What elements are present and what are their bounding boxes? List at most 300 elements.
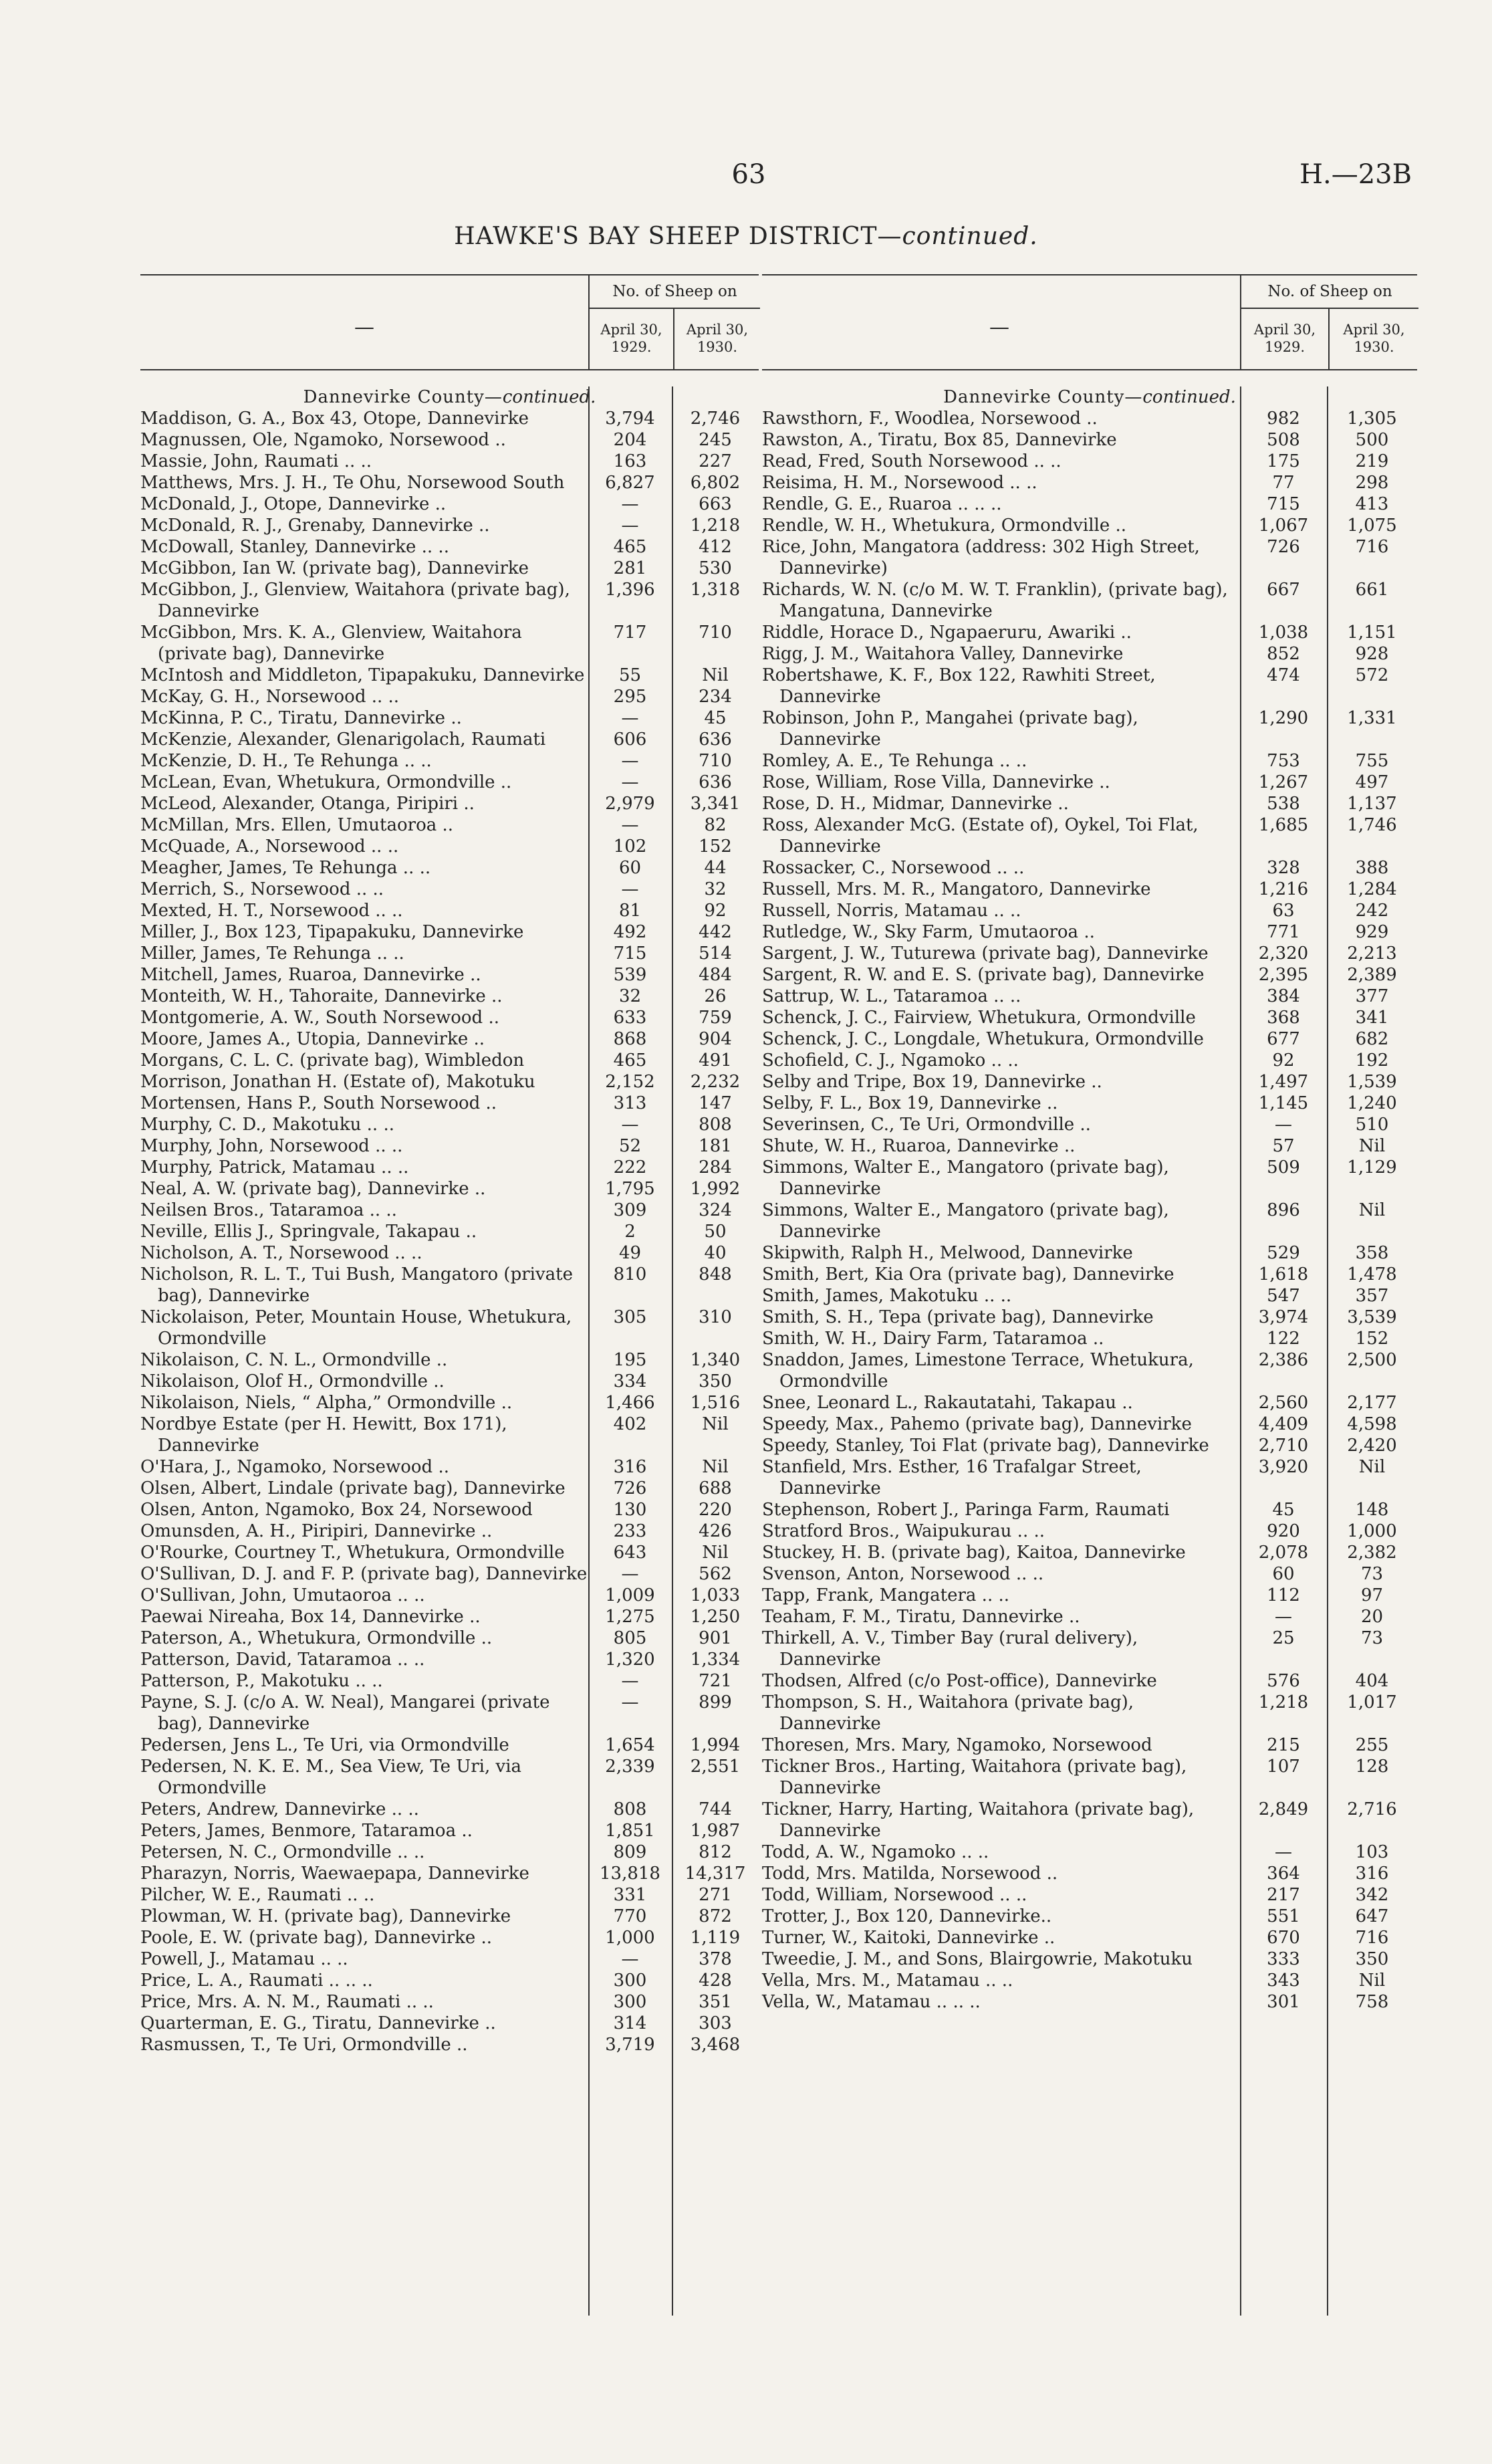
table-row bbox=[762, 772, 1417, 793]
table-row bbox=[140, 1799, 759, 1820]
section-name: Dannevirke County— bbox=[303, 387, 503, 407]
owner-name-address: Rice, John, Mangatora (address: 302 High Street, Dannevirke) bbox=[762, 537, 1200, 578]
owner-name-address: Merrich, S., Norsewood .. .. bbox=[140, 879, 384, 899]
table-row bbox=[140, 1007, 759, 1028]
sheep-count-1929: 677 bbox=[1267, 1029, 1300, 1049]
owner-name-address: Vella, Mrs. M., Matamau .. .. bbox=[762, 1971, 1013, 1991]
sheep-count-1930: 663 bbox=[699, 494, 732, 514]
owner-name-address: Meagher, James, Te Rehunga .. .. bbox=[140, 858, 431, 878]
table-row bbox=[762, 1756, 1417, 1799]
sheep-count-1929: 753 bbox=[1267, 751, 1300, 771]
sheep-count-1929: 770 bbox=[613, 1906, 647, 1926]
table-row bbox=[140, 1050, 759, 1071]
owner-name-address: Stephenson, Robert J., Paringa Farm, Raumati bbox=[762, 1500, 1170, 1520]
sheep-count-1929: 281 bbox=[613, 558, 647, 578]
owner-name-address: Schenck, J. C., Longdale, Whetukura, Ormondville bbox=[762, 1029, 1204, 1049]
sheep-count-1930: 2,551 bbox=[690, 1757, 741, 1777]
owner-name-address: Sattrup, W. L., Tataramoa .. .. bbox=[762, 986, 1021, 1006]
owner-name-address: Selby, F. L., Box 19, Dannevirke .. bbox=[762, 1093, 1058, 1113]
sheep-count-1930: 316 bbox=[1355, 1864, 1389, 1884]
sheep-count-header: No. of Sheep on bbox=[590, 275, 760, 309]
owner-name-address: Moore, James A., Utopia, Dannevirke .. bbox=[140, 1029, 485, 1049]
table-row bbox=[140, 1692, 759, 1734]
owner-name-address: McKinna, P. C., Tiratu, Dannevirke .. bbox=[140, 708, 462, 728]
owner-name-address: McLeod, Alexander, Otanga, Piripiri .. bbox=[140, 794, 475, 814]
sheep-count-1930: 1,075 bbox=[1347, 516, 1397, 536]
table-row bbox=[762, 1970, 1417, 1991]
sheep-count-1929: — bbox=[621, 815, 639, 835]
table-row bbox=[762, 643, 1417, 665]
sheep-count-1930: 484 bbox=[699, 965, 732, 985]
table-row bbox=[140, 1585, 759, 1606]
table-row bbox=[140, 1734, 759, 1756]
sheep-count-1930: 271 bbox=[699, 1885, 732, 1905]
sheep-count-header-group bbox=[588, 275, 760, 369]
table-row bbox=[140, 1756, 759, 1799]
table-row bbox=[762, 1200, 1417, 1242]
sheep-count-1929: 3,794 bbox=[605, 409, 655, 429]
owner-name-address: Paterson, A., Whetukura, Ormondville .. bbox=[140, 1628, 493, 1648]
table-row bbox=[140, 558, 759, 579]
sheep-count-1930: 647 bbox=[1355, 1906, 1389, 1926]
sheep-count-1930: 234 bbox=[699, 687, 732, 707]
sheep-count-1929: 2,710 bbox=[1258, 1436, 1309, 1456]
table-row bbox=[762, 1499, 1417, 1521]
sheep-count-header-group bbox=[1240, 275, 1418, 369]
sheep-count-header: No. of Sheep on bbox=[1241, 275, 1418, 309]
sheep-count-1930: 710 bbox=[699, 623, 732, 643]
table-row bbox=[762, 1264, 1417, 1285]
sheep-count-1930: 500 bbox=[1355, 430, 1389, 450]
table-row bbox=[762, 1093, 1417, 1114]
sheep-count-1929: 920 bbox=[1267, 1521, 1300, 1541]
sheep-count-1930: Nil bbox=[1358, 1971, 1386, 1991]
sheep-count-1930: 1,340 bbox=[690, 1350, 741, 1370]
owner-name-address: Massie, John, Raumati .. .. bbox=[140, 451, 372, 471]
owner-name-address: Teaham, F. M., Tiratu, Dannevirke .. bbox=[762, 1607, 1080, 1627]
owner-name-address: Price, L. A., Raumati .. .. .. bbox=[140, 1971, 373, 1991]
sheep-count-1929: 808 bbox=[613, 1799, 647, 1819]
sheep-count-1930: Nil bbox=[1358, 1200, 1386, 1220]
table-row bbox=[762, 1884, 1417, 1906]
owner-name-address: McMillan, Mrs. Ellen, Umutaoroa .. bbox=[140, 815, 454, 835]
section-heading bbox=[140, 386, 759, 408]
sheep-count-1930: 14,317 bbox=[685, 1864, 746, 1884]
sheep-count-1930: 744 bbox=[699, 1799, 732, 1819]
sheep-count-1929: 333 bbox=[1267, 1949, 1300, 1969]
table-row bbox=[762, 472, 1417, 493]
table-row bbox=[140, 665, 759, 686]
table-row bbox=[140, 1307, 759, 1349]
table-row bbox=[140, 1414, 759, 1456]
sheep-count-1929: 300 bbox=[613, 1992, 647, 2012]
sheep-count-1930: Nil bbox=[702, 1414, 729, 1434]
sheep-count-1929: 6,827 bbox=[605, 473, 655, 493]
sheep-count-1929: 204 bbox=[613, 430, 647, 450]
sheep-count-1930: 497 bbox=[1355, 772, 1389, 792]
table-row bbox=[762, 1542, 1417, 1563]
title-continued: continued. bbox=[902, 223, 1038, 250]
right-table-body bbox=[762, 386, 1417, 2013]
owner-name-address: Rose, D. H., Midmar, Dannevirke .. bbox=[762, 794, 1069, 814]
sheep-count-1930: 812 bbox=[699, 1842, 732, 1862]
owner-name-address: Paewai Nireaha, Box 14, Dannevirke .. bbox=[140, 1607, 481, 1627]
sheep-count-1929: 670 bbox=[1267, 1928, 1300, 1948]
sheep-count-1929: 195 bbox=[613, 1350, 647, 1370]
owner-name-address: Nikolaison, C. N. L., Ormondville .. bbox=[140, 1350, 448, 1370]
owner-name-address: Trotter, J., Box 120, Dannevirke.. bbox=[762, 1906, 1052, 1926]
section-heading bbox=[762, 386, 1417, 408]
sheep-count-1930: 45 bbox=[704, 708, 727, 728]
sheep-count-1930: 342 bbox=[1355, 1885, 1389, 1905]
sheep-count-1930: 26 bbox=[704, 986, 727, 1006]
sheep-count-1930: 929 bbox=[1355, 922, 1389, 942]
table-row bbox=[140, 1991, 759, 2013]
sheep-count-1929: 465 bbox=[613, 1050, 647, 1071]
sheep-count-1930: 404 bbox=[1355, 1671, 1389, 1691]
sheep-count-1929: — bbox=[621, 1564, 639, 1584]
table-row bbox=[140, 1670, 759, 1692]
sheep-count-1930: 1,250 bbox=[690, 1607, 741, 1627]
sheep-count-1930: 152 bbox=[699, 836, 732, 857]
owner-name-address: Todd, Mrs. Matilda, Norsewood .. bbox=[762, 1864, 1058, 1884]
owner-name-address: Nordbye Estate (per H. Hewitt, Box 171), Dannevirke bbox=[140, 1414, 507, 1456]
sheep-count-1929: 107 bbox=[1267, 1757, 1300, 1777]
owner-name-address: Magnussen, Ole, Ngamoko, Norsewood .. bbox=[140, 430, 506, 450]
sheep-count-1930: 872 bbox=[699, 1906, 732, 1926]
sheep-count-1930: 148 bbox=[1355, 1500, 1389, 1520]
owner-name-address: Patterson, P., Makotuku .. .. bbox=[140, 1671, 383, 1691]
sheep-count-1930: 848 bbox=[699, 1264, 732, 1284]
owner-name-address: Todd, A. W., Ngamoko .. .. bbox=[762, 1842, 989, 1862]
owner-name-address: Morrison, Jonathan H. (Estate of), Makotuku bbox=[140, 1072, 535, 1092]
table-row bbox=[140, 1948, 759, 1970]
table-row bbox=[762, 964, 1417, 986]
sheep-count-1930: 904 bbox=[699, 1029, 732, 1049]
owner-name-address: Pharazyn, Norris, Waewaepapa, Dannevirke bbox=[140, 1864, 529, 1884]
table-row bbox=[140, 408, 759, 429]
name-column-header: — bbox=[354, 316, 374, 339]
sheep-count-1930: 50 bbox=[704, 1222, 727, 1242]
owner-name-address: Poole, E. W. (private bag), Dannevirke .. bbox=[140, 1928, 493, 1948]
sheep-count-1929: 1,267 bbox=[1258, 772, 1309, 792]
sheep-count-1929: 60 bbox=[1272, 1564, 1295, 1584]
sheep-count-1930: 298 bbox=[1355, 473, 1389, 493]
sheep-count-1929: 60 bbox=[618, 858, 642, 878]
sheep-count-1930: 759 bbox=[699, 1008, 732, 1028]
table-row bbox=[762, 1991, 1417, 2013]
owner-name-address: McKenzie, Alexander, Glenarigolach, Raumati bbox=[140, 730, 546, 750]
owner-name-address: Morgans, C. L. C. (private bag), Wimbledon bbox=[140, 1050, 525, 1071]
sheep-count-1930: 40 bbox=[704, 1243, 727, 1263]
owner-name-address: Murphy, C. D., Makotuku .. .. bbox=[140, 1115, 394, 1135]
sheep-count-1929: 717 bbox=[613, 623, 647, 643]
table-row bbox=[762, 857, 1417, 879]
sheep-count-1930: 899 bbox=[699, 1692, 732, 1712]
owner-name-address: Plowman, W. H. (private bag), Dannevirke bbox=[140, 1906, 511, 1926]
sheep-count-1930: 710 bbox=[699, 751, 732, 771]
sheep-count-1929: 77 bbox=[1272, 473, 1295, 493]
sheep-count-1930: 358 bbox=[1355, 1243, 1389, 1263]
sheep-count-1930: 1,305 bbox=[1347, 409, 1397, 429]
sheep-count-1929: 771 bbox=[1267, 922, 1300, 942]
sheep-count-1930: 688 bbox=[699, 1478, 732, 1498]
owner-name-address: Mitchell, James, Ruaroa, Dannevirke .. bbox=[140, 965, 481, 985]
sheep-count-1930: 1,992 bbox=[690, 1179, 741, 1199]
sheep-count-1929: 2,152 bbox=[605, 1072, 655, 1092]
sheep-count-1930: 388 bbox=[1355, 858, 1389, 878]
owner-name-address: Murphy, John, Norsewood .. .. bbox=[140, 1136, 403, 1156]
sheep-count-1930: 220 bbox=[699, 1500, 732, 1520]
owner-name-address: Sargent, R. W. and E. S. (private bag), Dannevirke bbox=[762, 965, 1205, 985]
sheep-count-1929: 726 bbox=[1267, 537, 1300, 557]
sheep-count-1929: — bbox=[1275, 1115, 1292, 1135]
sheep-count-1929: 1,000 bbox=[605, 1928, 655, 1948]
sheep-count-1930: 413 bbox=[1355, 494, 1389, 514]
sheep-count-1930: 716 bbox=[1355, 1928, 1389, 1948]
right-rows bbox=[762, 408, 1417, 2013]
owner-name-address: Nickolaison, Peter, Mountain House, Whetukura, Ormondville bbox=[140, 1307, 572, 1349]
sheep-count-1929: 1,216 bbox=[1258, 879, 1309, 899]
sheep-count-1930: 73 bbox=[1360, 1628, 1384, 1648]
sheep-count-1930: 357 bbox=[1355, 1286, 1389, 1306]
sheep-count-1929: 667 bbox=[1267, 580, 1300, 600]
table-row bbox=[140, 1349, 759, 1371]
sheep-count-1929: — bbox=[621, 751, 639, 771]
table-row bbox=[140, 429, 759, 451]
sheep-count-1930: 350 bbox=[699, 1371, 732, 1391]
owner-name-address: Thodsen, Alfred (c/o Post-office), Dannevirke bbox=[762, 1671, 1157, 1691]
owner-name-address: Miller, J., Box 123, Tipapakuku, Dannevirke bbox=[140, 922, 524, 942]
sheep-count-1930: 1,033 bbox=[690, 1585, 741, 1605]
sheep-count-1929: 1,466 bbox=[605, 1393, 655, 1413]
sheep-count-1929: 233 bbox=[613, 1521, 647, 1541]
table-row bbox=[140, 1135, 759, 1157]
sheep-count-1929: 92 bbox=[1272, 1050, 1295, 1071]
table-row bbox=[140, 921, 759, 943]
table-row bbox=[762, 1948, 1417, 1970]
table-row bbox=[140, 879, 759, 900]
sheep-count-1930: 341 bbox=[1355, 1008, 1389, 1028]
table-row bbox=[140, 900, 759, 921]
owner-name-address: McQuade, A., Norsewood .. .. bbox=[140, 836, 399, 857]
table-row bbox=[140, 1542, 759, 1563]
table-row bbox=[140, 1499, 759, 1521]
left-table bbox=[140, 274, 759, 2297]
table-row bbox=[762, 515, 1417, 536]
table-row bbox=[140, 1906, 759, 1927]
sheep-count-1929: 539 bbox=[613, 965, 647, 985]
sheep-count-1929: 334 bbox=[613, 1371, 647, 1391]
sheep-count-1930: Nil bbox=[702, 1457, 729, 1477]
owner-name-address: McDonald, J., Otope, Dannevirke .. bbox=[140, 494, 447, 514]
table-row bbox=[140, 1071, 759, 1093]
sheep-count-1930: 1,284 bbox=[1347, 879, 1397, 899]
sheep-count-1929: 55 bbox=[618, 665, 642, 685]
sheep-count-1929: 112 bbox=[1267, 1585, 1300, 1605]
table-row bbox=[762, 1799, 1417, 1841]
sheep-count-1929: 1,038 bbox=[1258, 623, 1309, 643]
owner-name-address: Simmons, Walter E., Mangatoro (private bag), Dannevirke bbox=[762, 1200, 1169, 1242]
sheep-count-1929: 316 bbox=[613, 1457, 647, 1477]
owner-name-address: Stratford Bros., Waipukurau .. .. bbox=[762, 1521, 1045, 1541]
owner-name-address: Thompson, S. H., Waitahora (private bag), Dannevirke bbox=[762, 1692, 1134, 1734]
table-row bbox=[762, 493, 1417, 515]
owner-name-address: Miller, James, Te Rehunga .. .. bbox=[140, 943, 404, 964]
owner-name-address: Neilsen Bros., Tataramoa .. .. bbox=[140, 1200, 397, 1220]
sheep-count-1929: 606 bbox=[613, 730, 647, 750]
owner-name-address: Read, Fred, South Norsewood .. .. bbox=[762, 451, 1062, 471]
table-row bbox=[140, 1521, 759, 1542]
owner-name-address: Rawston, A., Tiratu, Box 85, Dannevirke bbox=[762, 430, 1117, 450]
owner-name-address: Maddison, G. A., Box 43, Otope, Dannevirke bbox=[140, 409, 529, 429]
owner-name-address: Severinsen, C., Te Uri, Ormondville .. bbox=[762, 1115, 1091, 1135]
table-row bbox=[140, 1456, 759, 1478]
owner-name-address: Richards, W. N. (c/o M. W. T. Franklin), (private bag), Mangatuna, Dannevirke bbox=[762, 580, 1228, 621]
table-row bbox=[140, 1478, 759, 1499]
sheep-count-1930: 661 bbox=[1355, 580, 1389, 600]
table-row bbox=[762, 1007, 1417, 1028]
sheep-count-1929: 52 bbox=[618, 1136, 642, 1156]
table-row bbox=[762, 814, 1417, 857]
table-row bbox=[762, 793, 1417, 814]
sheep-count-1929: 343 bbox=[1267, 1971, 1300, 1991]
table-row bbox=[762, 1563, 1417, 1585]
table-row bbox=[762, 451, 1417, 472]
owner-name-address: O'Sullivan, John, Umutaoroa .. .. bbox=[140, 1585, 425, 1605]
table-row bbox=[140, 986, 759, 1007]
sheep-count-1929: 1,275 bbox=[605, 1607, 655, 1627]
owner-name-address: Neal, A. W. (private bag), Dannevirke .. bbox=[140, 1179, 486, 1199]
owner-name-address: Powell, J., Matamau .. .. bbox=[140, 1949, 348, 1969]
sheep-count-1930: 428 bbox=[699, 1971, 732, 1991]
table-row bbox=[140, 729, 759, 750]
sheep-count-1929: 102 bbox=[613, 836, 647, 857]
owner-name-address: Petersen, N. C., Ormondville .. .. bbox=[140, 1842, 425, 1862]
sheep-count-1929: 122 bbox=[1267, 1329, 1300, 1349]
owner-name-address: Pedersen, N. K. E. M., Sea View, Te Uri, via Ormondville bbox=[140, 1757, 522, 1798]
sheep-count-1929: 402 bbox=[613, 1414, 647, 1434]
sheep-count-1929: 217 bbox=[1267, 1885, 1300, 1905]
table-row bbox=[762, 986, 1417, 1007]
sheep-count-1929: 538 bbox=[1267, 794, 1300, 814]
table-row bbox=[762, 1585, 1417, 1606]
sheep-count-1930: 1,017 bbox=[1347, 1692, 1397, 1712]
sheep-count-1929: 1,851 bbox=[605, 1821, 655, 1841]
sheep-count-1929: 305 bbox=[613, 1307, 647, 1327]
sheep-count-1930: 2,420 bbox=[1347, 1436, 1397, 1456]
table-row bbox=[762, 1242, 1417, 1264]
sheep-count-1929: 1,618 bbox=[1258, 1264, 1309, 1284]
sheep-count-1929: 2 bbox=[624, 1222, 636, 1242]
owner-name-address: Murphy, Patrick, Matamau .. .. bbox=[140, 1157, 409, 1178]
sheep-count-1930: 324 bbox=[699, 1200, 732, 1220]
sheep-count-1929: 331 bbox=[613, 1885, 647, 1905]
year-1929-header: April 30, 1929. bbox=[1253, 322, 1316, 355]
owner-name-address: Pedersen, Jens L., Te Uri, via Ormondville bbox=[140, 1735, 509, 1755]
owner-name-address: Thirkell, A. V., Timber Bay (rural delivery), Dannevirke bbox=[762, 1628, 1138, 1670]
sheep-count-1930: 181 bbox=[699, 1136, 732, 1156]
table-row bbox=[140, 1927, 759, 1948]
sheep-count-1930: Nil bbox=[1358, 1136, 1386, 1156]
sheep-count-1929: 25 bbox=[1272, 1628, 1295, 1648]
sheep-count-1930: 716 bbox=[1355, 537, 1389, 557]
table-row bbox=[140, 793, 759, 814]
table-row bbox=[140, 536, 759, 558]
table-row bbox=[140, 1841, 759, 1863]
sheep-count-1929: 2,339 bbox=[605, 1757, 655, 1777]
owner-name-address: Simmons, Walter E., Mangatoro (private bag), Dannevirke bbox=[762, 1157, 1169, 1199]
sheep-count-1929: 1,654 bbox=[605, 1735, 655, 1755]
table-row bbox=[140, 1371, 759, 1392]
sheep-count-1930: 510 bbox=[1355, 1115, 1389, 1135]
owner-name-address: Smith, W. H., Dairy Farm, Tataramoa .. bbox=[762, 1329, 1104, 1349]
owner-name-address: Rawsthorn, F., Woodlea, Norsewood .. bbox=[762, 409, 1098, 429]
table-row bbox=[762, 1906, 1417, 1927]
table-row bbox=[140, 1820, 759, 1841]
sheep-count-1930: 1,218 bbox=[690, 516, 741, 536]
owner-name-address: Olsen, Anton, Ngamoko, Box 24, Norsewood bbox=[140, 1500, 533, 1520]
table-row bbox=[140, 1114, 759, 1135]
sheep-count-1929: — bbox=[1275, 1842, 1292, 1862]
sheep-count-1929: 3,719 bbox=[605, 2035, 655, 2055]
sheep-count-1929: 2,395 bbox=[1258, 965, 1309, 985]
owner-name-address: Rose, William, Rose Villa, Dannevirke .. bbox=[762, 772, 1110, 792]
sheep-count-1929: 2,078 bbox=[1258, 1543, 1309, 1563]
sheep-count-1930: Nil bbox=[1358, 1457, 1386, 1477]
sheep-count-1930: 721 bbox=[699, 1671, 732, 1691]
sheep-count-1930: 412 bbox=[699, 537, 732, 557]
owner-name-address: Mexted, H. T., Norsewood .. .. bbox=[140, 901, 403, 921]
owner-name-address: Speedy, Max., Pahemo (private bag), Dannevirke bbox=[762, 1414, 1192, 1434]
sheep-count-1930: 310 bbox=[699, 1307, 732, 1327]
owner-name-address: McKay, G. H., Norsewood .. .. bbox=[140, 687, 400, 707]
owner-name-address: Montgomerie, A. W., South Norsewood .. bbox=[140, 1008, 499, 1028]
owner-name-address: Robinson, John P., Mangahei (private bag), Dannevirke bbox=[762, 708, 1138, 750]
table-row bbox=[762, 1157, 1417, 1200]
sheep-count-1929: 1,497 bbox=[1258, 1072, 1309, 1092]
owner-name-address: Speedy, Stanley, Toi Flat (private bag), Dannevirke bbox=[762, 1436, 1209, 1456]
table-row bbox=[762, 1135, 1417, 1157]
table-row bbox=[762, 1863, 1417, 1884]
owner-name-address: Romley, A. E., Te Rehunga .. .. bbox=[762, 751, 1027, 771]
table-row bbox=[140, 814, 759, 836]
sheep-count-1929: 529 bbox=[1267, 1243, 1300, 1263]
owner-name-address: Russell, Mrs. M. R., Mangatoro, Dannevirke bbox=[762, 879, 1151, 899]
table-row bbox=[140, 1863, 759, 1884]
sheep-count-1929: 474 bbox=[1267, 665, 1300, 685]
table-row bbox=[762, 536, 1417, 579]
owner-name-address: Nikolaison, Olof H., Ormondville .. bbox=[140, 1371, 445, 1391]
right-table-header bbox=[762, 274, 1417, 370]
owner-name-address: McDowall, Stanley, Dannevirke .. .. bbox=[140, 537, 449, 557]
sheep-count-1930: 572 bbox=[1355, 665, 1389, 685]
owner-name-address: Schenck, J. C., Fairview, Whetukura, Ormondville bbox=[762, 1008, 1196, 1028]
table-row bbox=[762, 1050, 1417, 1071]
sheep-count-1930: 2,500 bbox=[1347, 1350, 1397, 1370]
owner-name-address: Robertshawe, K. F., Box 122, Rawhiti Street, Dannevirke bbox=[762, 665, 1156, 707]
sheep-count-1929: — bbox=[621, 1949, 639, 1969]
sheep-count-1930: 2,389 bbox=[1347, 965, 1397, 985]
owner-name-address: Skipwith, Ralph H., Melwood, Dannevirke bbox=[762, 1243, 1133, 1263]
section-continued: continued. bbox=[502, 387, 596, 407]
owner-name-address: Payne, S. J. (c/o A. W. Neal), Mangarei (private bag), Dannevirke bbox=[140, 1692, 550, 1734]
owner-name-address: Selby and Tripe, Box 19, Dannevirke .. bbox=[762, 1072, 1102, 1092]
left-rows bbox=[140, 408, 759, 2055]
sheep-count-1929: 551 bbox=[1267, 1906, 1300, 1926]
sheep-count-1929: 982 bbox=[1267, 409, 1300, 429]
sheep-count-1929: 163 bbox=[613, 451, 647, 471]
